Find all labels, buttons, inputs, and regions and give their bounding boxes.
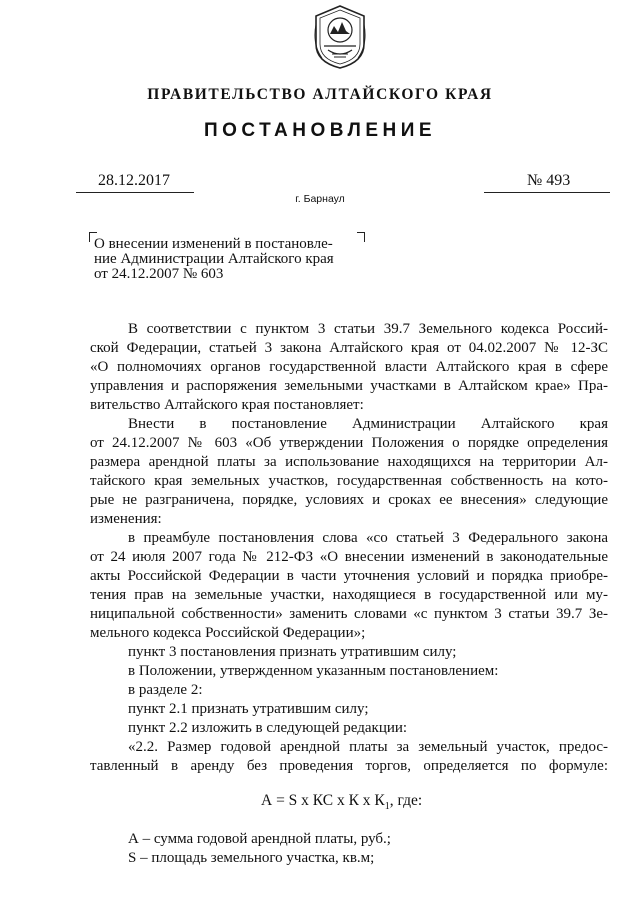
body-line: тайского края земельных участков, государственная собственность на кото- [90,473,608,489]
definition-line: А – сумма годовой арендной платы, руб.; [128,831,391,847]
body-line: «2.2. Размер годовой арендной платы за земельный участок, предос- [128,739,608,755]
body-line: рые не разграничена, порядке, условиях и сроках ее внесения» следующие [90,492,608,508]
body-line: тения прав на земельные участки, находящиеся в государственной или му- [90,587,608,603]
body-line: в преамбуле постановления слова «со статьей 3 Федерального закона [128,530,608,546]
body-line: пункт 3 постановления признать утратившим силу; [128,644,457,660]
body-line: в разделе 2: [128,682,203,698]
document-subject [94,237,356,282]
subject-line: от 24.12.2007 № 603 [94,266,224,282]
body-line: изменения: [90,511,162,527]
body-line: акты Российской Федерации в части уточнения условий и порядка приобре- [90,568,608,584]
formula [261,792,422,817]
body-line: ниципальной собственности» заменить словами «с пунктом 3 статьи 39.7 Зе- [90,606,608,622]
body-line: размера арендной платы за использование находящихся на территории Ал- [90,454,608,470]
definition-line: S – площадь земельного участка, кв.м; [128,850,375,866]
formula-main: А = S x КС x К x К [261,792,385,809]
body-line: «О полномочиях органов государственной власти Алтайского края в сфере [90,359,608,375]
body-line: мельного кодекса Российской Федерации»; [90,625,366,641]
subject-bracket-right [357,232,365,242]
body-line: тавленный в аренду без проведения торгов, определяется по формуле: [90,758,608,774]
coat-of-arms-emblem [312,4,368,70]
body-line: пункт 2.2 изложить в следующей редакции: [128,720,408,736]
formula-tail: , где: [389,792,423,809]
subject-line: ние Администрации Алтайского края [94,251,334,267]
document-date: 28.12.2017 [98,172,170,189]
government-name: ПРАВИТЕЛЬСТВО АЛТАЙСКОГО КРАЯ [147,86,493,103]
body-line: управления и распоряжения земельными участками в Алтайском крае» Пра- [90,378,608,394]
city-label: г. Барнаул [295,193,345,205]
body-line: вительство Алтайского края постановляет: [90,397,364,413]
body-line: ской Федерации, статьей 3 закона Алтайского края от 04.02.2007 № 12-ЗС [90,340,608,356]
document-number: № 493 [527,172,571,189]
document-type-title: ПОСТАНОВЛЕНИЕ [203,120,437,141]
body-line: от 24 июля 2007 года № 212-ФЗ «О внесении изменений в законодательные [90,549,608,565]
formula-subscript: 1 [384,801,390,813]
body-line: В соответствии с пунктом 3 статьи 39.7 Земельного кодекса Россий- [128,321,608,337]
body-line: пункт 2.1 признать утратившим силу; [128,701,369,717]
body-line: от 24.12.2007 № 603 «Об утверждении Положения о порядке определения [90,435,608,451]
body-line: Внести в постановление Администрации Алтайского края [128,416,608,432]
subject-line: О внесении изменений в постановле- [94,236,333,252]
body-line: в Положении, утвержденном указанным постановлением: [128,663,499,679]
